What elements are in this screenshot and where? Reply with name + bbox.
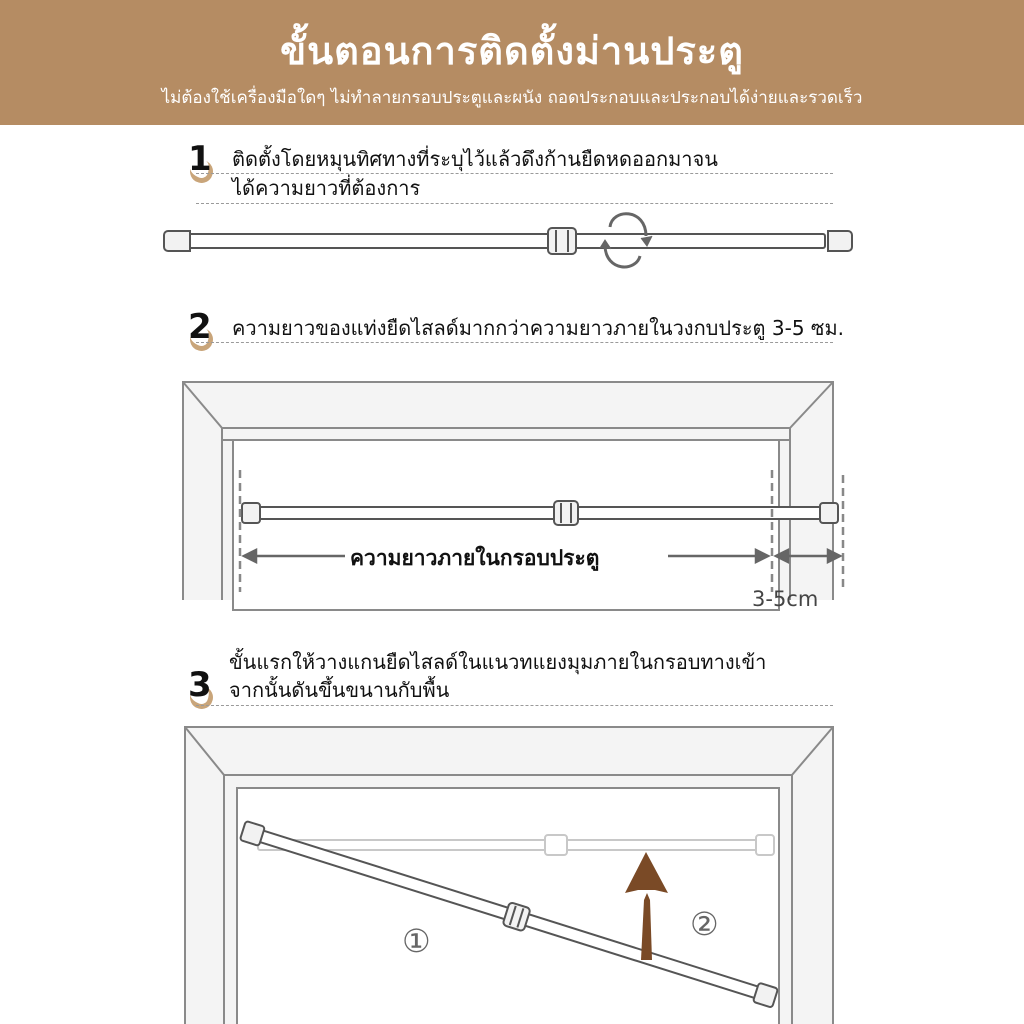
step-1-text-line-2: ได้ความยาวที่ต้องการ [232,176,421,200]
step-3-number: 3 [188,665,212,705]
step-3-text-line-2: จากนั้นดันขึ้นขนานกับพื้น [229,678,450,702]
step-3-text-line-1: ขั้นแรกให้วางแกนยืดไสลด์ในแนวทแยงมุมภายในกรอบทางเข้า [229,650,767,674]
inner-length-label: ความยาวภายในกรอบประตู [346,542,603,575]
extra-length-label: 3-5cm [752,587,819,611]
marker-2: ② [690,905,719,943]
marker-1: ① [402,922,431,960]
step-1-text-line-1: ติดตั้งโดยหมุนทิศทางที่ระบุไว้แล้วดึงก้านยืดหดออกมาจน [232,147,718,171]
page-title: ขั้นตอนการติดตั้งม่านประตู [280,29,744,73]
rod-3-target-cap [756,835,774,855]
step-1-number: 1 [188,139,212,179]
step-2-number: 2 [188,307,212,347]
step-2-text: ความยาวของแท่งยืดไสลด์มากกว่าความยาวภายในวงกบประตู 3-5 ซม. [232,316,845,340]
rod-3-target-joint [545,835,567,855]
rod-3-target-tube [258,840,758,850]
page-subtitle: ไม่ต้องใช้เครื่องมือใดๆ ไม่ทำลายกรอบประตูและผนัง ถอดประกอบและประกอบได้ง่ายและรวดเร็ว [161,88,863,108]
